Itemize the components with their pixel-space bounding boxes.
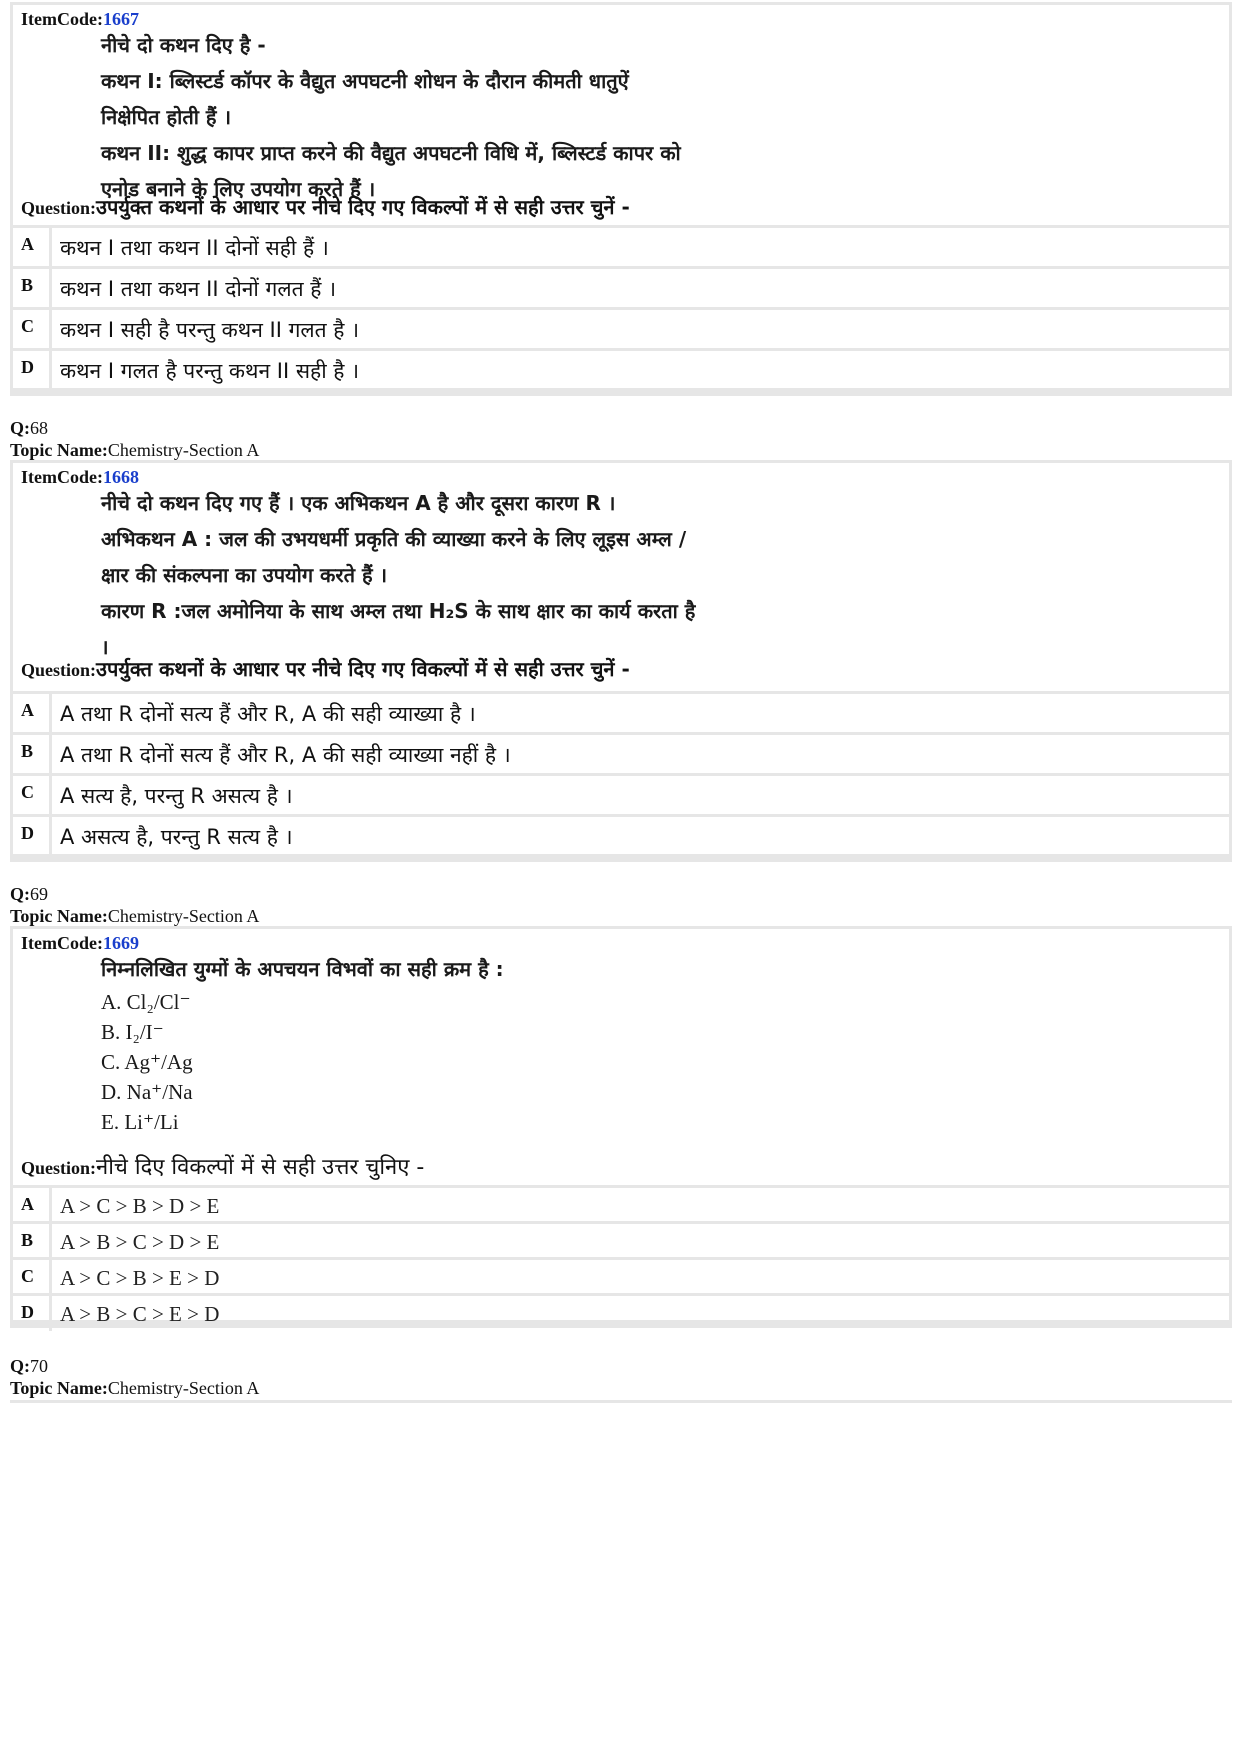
question-card-1667 (10, 2, 1232, 396)
topic-name: Topic Name:Chemistry-Section A (10, 440, 260, 460)
option-a[interactable]: A A > C > B > D > E (13, 1185, 1229, 1221)
option-d[interactable]: D A असत्य है, परन्तु R सत्य है । (13, 814, 1229, 859)
question-stem: नीचे दो कथन दिए है - कथन I: ब्लिस्टर्ड कॉपर के वैद्युत अपघटनी शोधन के दौरान कीमती धातुऐं निक्षेपित होती हैं । कथन II: शुद्ध कापर प्राप्त करने की वैद्युत अपघटनी विधि में, ब्लिस्टर्ड कापर को एनोड बनाने के लिए उपयोग करते हैं । (101, 33, 681, 201)
question-card-1668 (10, 460, 1232, 862)
option-b[interactable]: B A तथा R दोनों सत्य हैं और R, A की सही व्याख्या नहीं है । (13, 732, 1229, 773)
option-c[interactable]: C A > C > B > E > D (13, 1257, 1229, 1293)
question-number: Q:70 (10, 1356, 48, 1376)
question-prompt: Question:उपर्युक्त कथनों के आधार पर नीचे दिए गए विकल्पों में से सही उत्तर चुनें - (21, 657, 630, 681)
option-c[interactable]: C A सत्य है, परन्तु R असत्य है । (13, 773, 1229, 814)
item-code: ItemCode:1669 (21, 933, 139, 953)
question-number: Q:68 (10, 418, 48, 438)
question-stem: नीचे दो कथन दिए गए हैं । एक अभिकथन A है और दूसरा कारण R । अभिकथन A : जल की उभयधर्मी प्रकृति की व्याख्या करने के लिए लूइस अम्ल / क्षार की संकल्पना का उपयोग करते हैं । कारण R :जल अमोनिया के साथ अम्ल तथा H₂S के साथ क्षार का कार्य करता है । (101, 491, 696, 659)
question-card-1669 (10, 926, 1232, 1328)
option-a[interactable]: A A तथा R दोनों सत्य हैं और R, A की सही व्याख्या है । (13, 691, 1229, 732)
question-stem: निम्नलिखित युग्मों के अपचयन विभवों का सही क्रम है : A. Cl₂/Cl⁻ B. I₂/I⁻ C. Ag⁺/Ag D. Na⁺/Na E. Li⁺/Li (101, 957, 504, 1134)
option-b[interactable]: B A > B > C > D > E (13, 1221, 1229, 1257)
option-d[interactable]: D कथन I गलत है परन्तु कथन II सही है । (13, 348, 1229, 391)
question-number: Q:69 (10, 884, 48, 904)
option-d[interactable]: D A > B > C > E > D (13, 1293, 1229, 1331)
divider (10, 1400, 1232, 1403)
question-prompt: Question:उपर्युक्त कथनों के आधार पर नीचे दिए गए विकल्पों में से सही उत्तर चुनें - (21, 195, 630, 219)
option-b[interactable]: B कथन I तथा कथन II दोनों गलत हैं । (13, 266, 1229, 307)
item-code: ItemCode:1667 (21, 9, 139, 29)
item-code: ItemCode:1668 (21, 467, 139, 487)
topic-name: Topic Name:Chemistry-Section A (10, 1378, 260, 1398)
option-c[interactable]: C कथन I सही है परन्तु कथन II गलत है । (13, 307, 1229, 348)
question-prompt: Question:नीचे दिए विकल्पों में से सही उत्तर चुनिए - (21, 1155, 425, 1180)
option-a[interactable]: A कथन I तथा कथन II दोनों सही हैं । (13, 225, 1229, 266)
topic-name: Topic Name:Chemistry-Section A (10, 906, 260, 926)
